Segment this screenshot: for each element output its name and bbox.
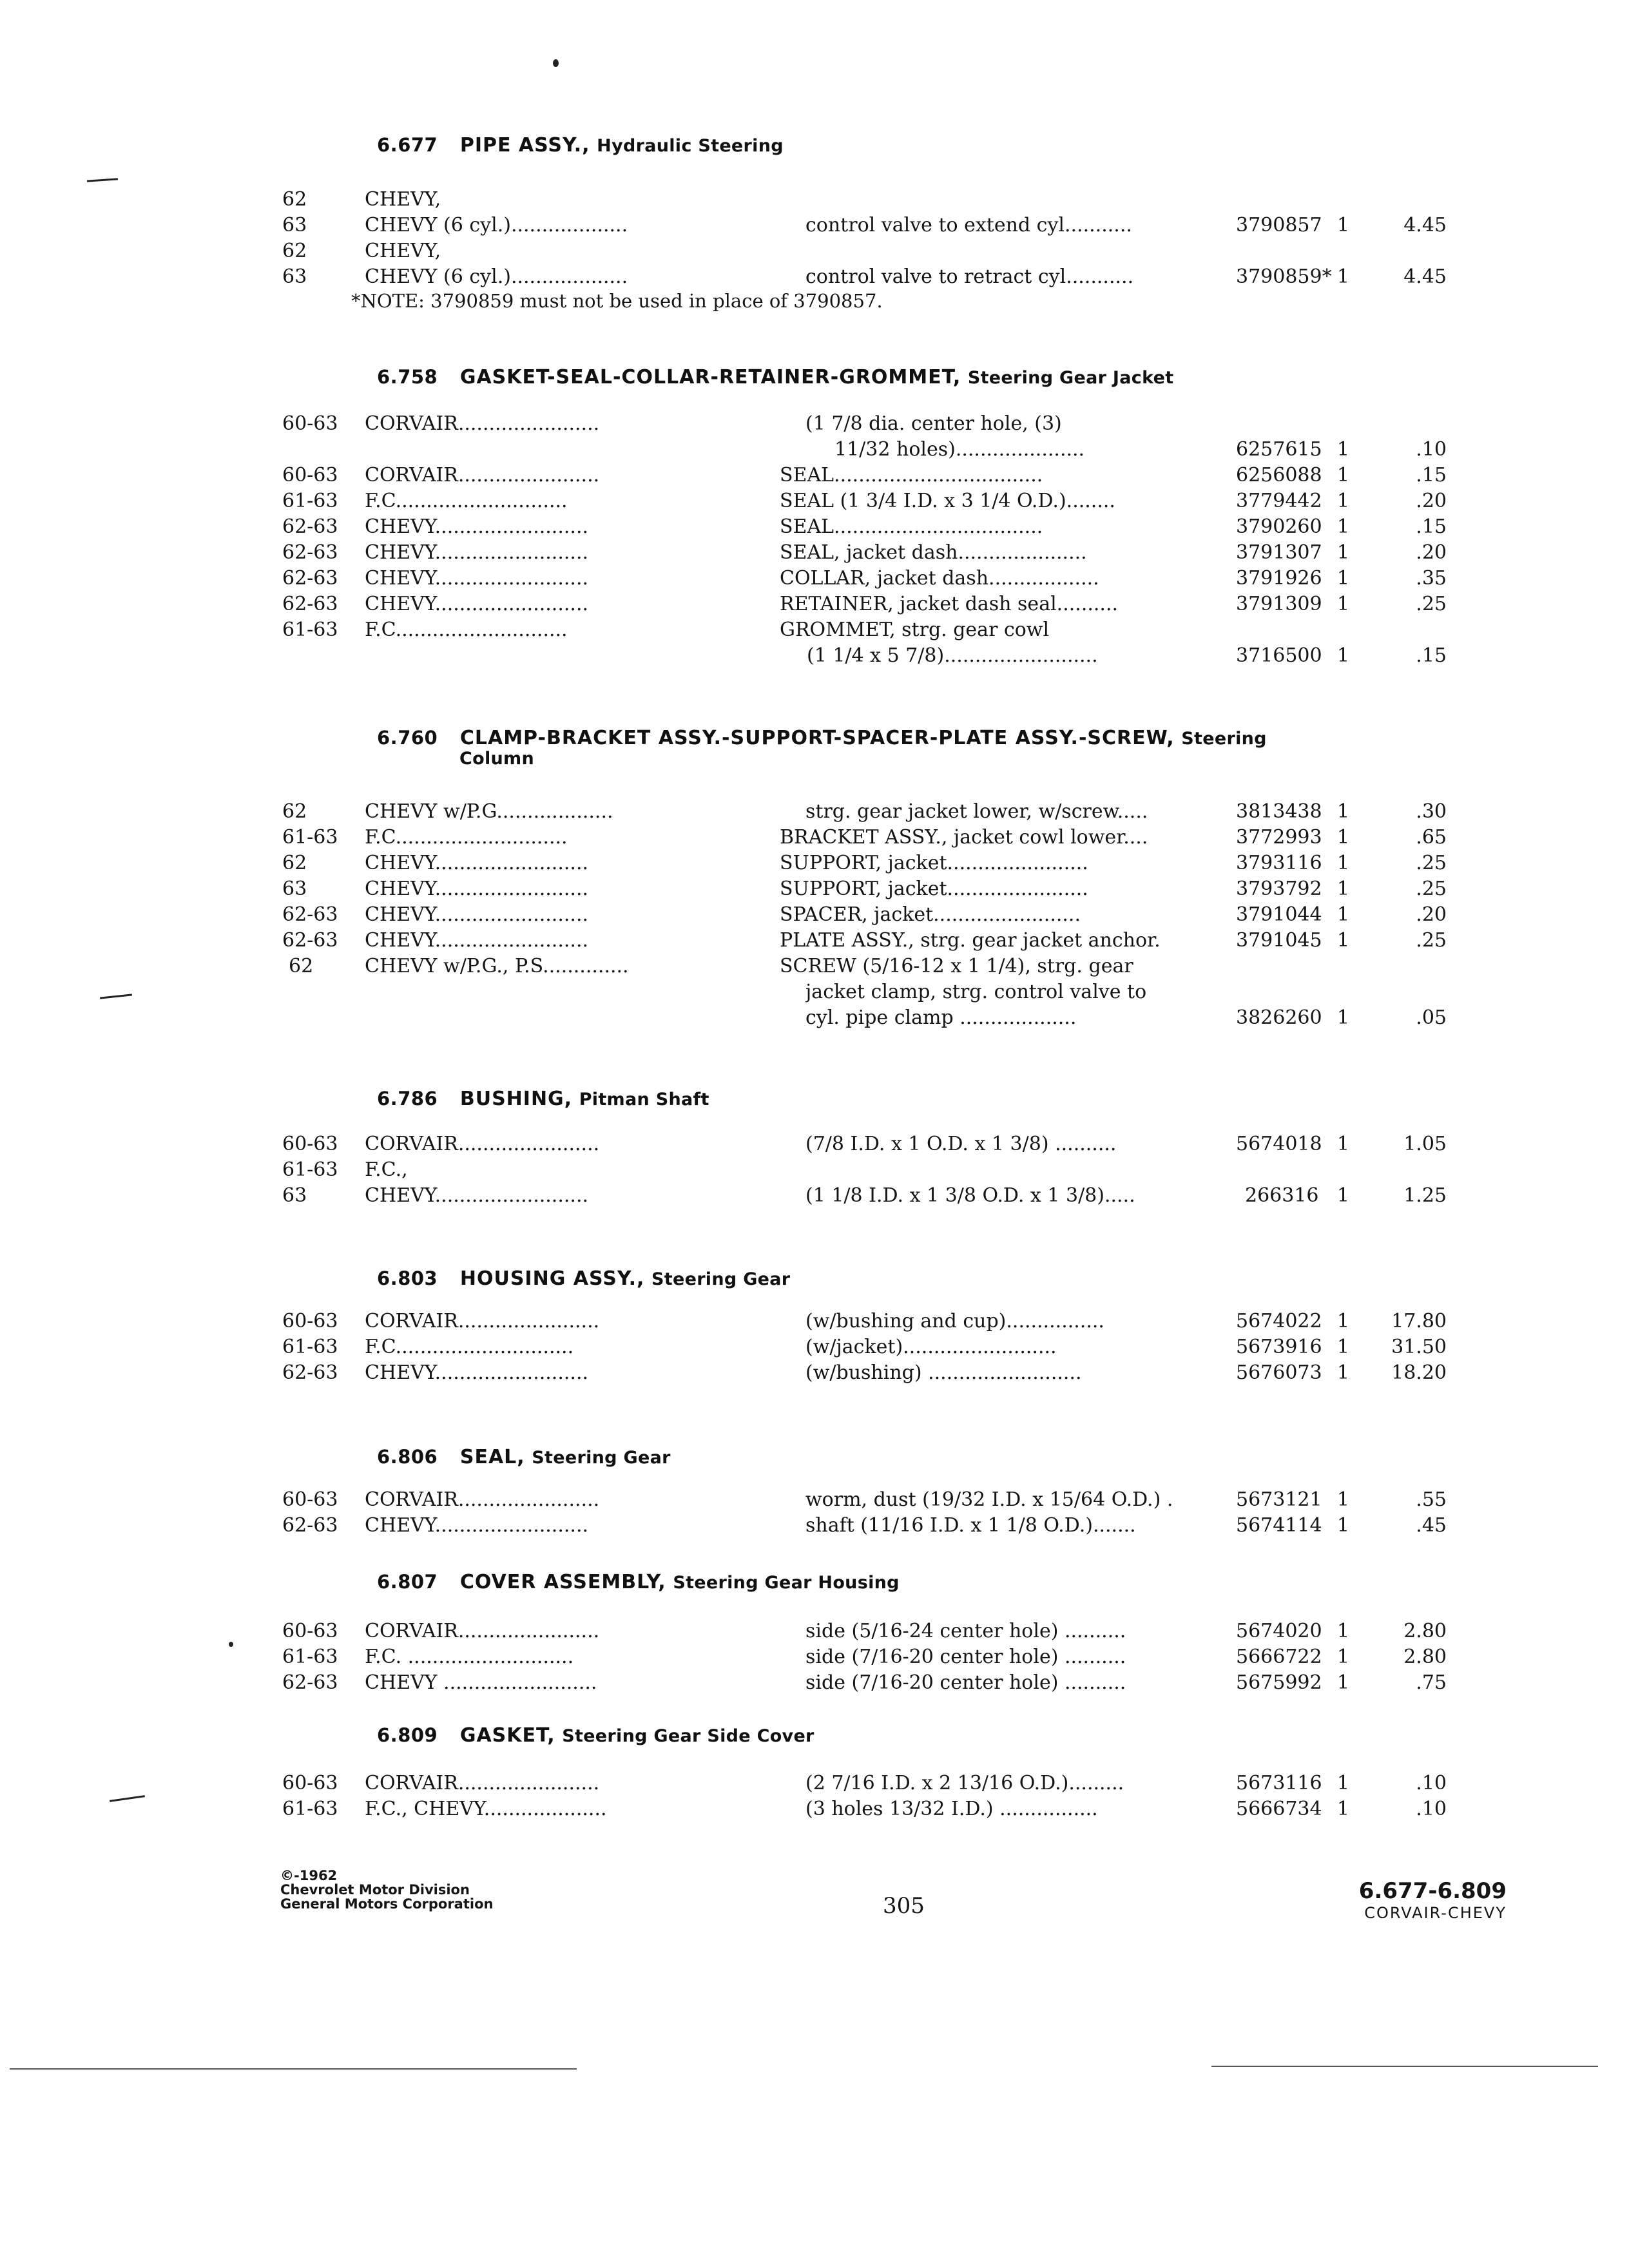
table-row: 61-63 F.C. ........................... side (7/16-20 center hole) .......... 5666722 1 2.80 [282, 1646, 1447, 1668]
table-row: 60-63 CORVAIR....................... side (5/16-24 center hole) .......... 5674020 1 2.80 [282, 1620, 1447, 1642]
footer-imprint [280, 1869, 493, 1911]
section-heading [377, 134, 784, 157]
section-subtitle: Steering Gear [651, 1269, 791, 1289]
section-title: COVER ASSEMBLY, [459, 1571, 666, 1593]
table-row: 62 CHEVY......................... SUPPORT, jacket....................... 3793116 1 .25 [282, 852, 1447, 874]
section-code: 6.677 [377, 134, 438, 156]
section-heading [377, 366, 1173, 389]
section-heading [377, 727, 1267, 769]
section-code: 6.807 [377, 1571, 438, 1593]
table-row: 61-63 F.C............................ SEAL (1 3/4 I.D. x 3 1/4 O.D.)........ 3779442 1 .20 [282, 490, 1447, 512]
section-title: SEAL, [459, 1446, 525, 1468]
table-row: 62-63 CHEVY ......................... side (7/16-20 center hole) .......... 5675992 1 .75 [282, 1671, 1447, 1694]
parts-table [0, 799, 1629, 1031]
table-row: 60-63 CORVAIR....................... worm, dust (19/32 I.D. x 15/64 O.D.) . 5673121 1 .55 [282, 1488, 1447, 1511]
section-title: GASKET, [459, 1724, 555, 1747]
section-code: 6.803 [377, 1267, 438, 1289]
section-heading [377, 1088, 709, 1110]
table-row: 60-63 CORVAIR....................... (2 7/16 I.D. x 2 13/16 O.D.)......... 5673116 1 .10 [282, 1772, 1447, 1794]
section-code: 6.806 [377, 1446, 438, 1468]
table-row: 60-63 CORVAIR....................... SEAL.................................. 6256088 1 .15 [282, 464, 1447, 486]
table-row: 63 CHEVY......................... (1 1/8 I.D. x 1 3/8 O.D. x 1 3/8)..... 266316 1 1.25 [282, 1184, 1447, 1207]
parts-table [0, 411, 1629, 669]
footer-index [1359, 1878, 1507, 1922]
table-row: 62 CHEVY, [282, 188, 441, 211]
table-row: 62 CHEVY, [282, 240, 441, 262]
section-title: PIPE ASSY., [459, 134, 590, 157]
bottom-rule-left [10, 2068, 577, 2070]
parts-table [0, 1309, 1629, 1386]
table-row: 60-63 CORVAIR....................... (7/8 I.D. x 1 O.D. x 1 3/8) .......... 5674018 1 1.05 [282, 1133, 1447, 1155]
table-row: 62-63 CHEVY......................... SPACER, jacket........................ 3791044 1 .20 [282, 903, 1447, 926]
corporation: General Motors Corporation [280, 1896, 494, 1912]
table-row: (1 1/4 x 5 7/8)......................... 3716500 1 .15 [807, 644, 1447, 667]
table-row: 62-63 CHEVY......................... SEAL.................................. 3790260 1 .15 [282, 515, 1447, 538]
section-heading [377, 1267, 790, 1290]
table-row: 62-63 CHEVY......................... shaft (11/16 I.D. x 1 1/8 O.D.)....... 5674114 1 .45 [282, 1514, 1447, 1537]
copyright: ©-1962 [280, 1868, 338, 1883]
section-range: 6.677-6.809 [1358, 1878, 1507, 1904]
table-row: 62-63 CHEVY......................... (w/bushing) ......................... 5676073 1 18.20 [282, 1361, 1447, 1384]
page-number: 305 [883, 1893, 925, 1919]
section-subtitle: Steering Gear [532, 1448, 671, 1468]
section-subtitle: Steering Gear Side Cover [562, 1726, 815, 1746]
section-title: GASKET-SEAL-COLLAR-RETAINER-GROMMET, [459, 366, 961, 389]
parts-table [0, 1131, 1629, 1209]
table-row: 63 CHEVY (6 cyl.)................... control valve to retract cyl........... 3790859* 1 4.45 [282, 265, 1447, 288]
parts-table [0, 1487, 1629, 1539]
table-row: 60-63 CORVAIR....................... (1 7/8 dia. center hole, (3) [282, 412, 1062, 435]
section-heading [377, 1571, 900, 1593]
section-note: *NOTE: 3790859 must not be used in place of 3790857. [351, 290, 883, 312]
section-title: BUSHING, [459, 1088, 573, 1110]
table-row: 61-63 F.C............................ GROMMET, strg. gear cowl [282, 619, 1050, 641]
table-row: 62 CHEVY w/P.G................... strg. gear jacket lower, w/screw..... 3813438 1 .30 [282, 800, 1447, 823]
table-row: 62 CHEVY w/P.G., P.S.............. SCREW (5/16-12 x 1 1/4), strg. gear [289, 955, 1133, 977]
section-code: 6.758 [377, 366, 438, 388]
table-row: 62-63 CHEVY......................... COLLAR, jacket dash.................. 3791926 1 .35 [282, 567, 1447, 590]
table-row: 62-63 CHEVY......................... SEAL, jacket dash..................... 3791307 1 .20 [282, 541, 1447, 564]
section-title: HOUSING ASSY., [459, 1267, 645, 1290]
section-subtitle: Hydraulic Steering [597, 136, 784, 156]
section-subtitle: Steering Gear Jacket [967, 368, 1174, 388]
table-row: 61-63 F.C., CHEVY.................... (3 holes 13/32 I.D.) ................ 5666734 1 .10 [282, 1798, 1447, 1820]
table-row: 61-63 F.C., [282, 1158, 408, 1181]
margin-dash [87, 178, 118, 182]
table-row: cyl. pipe clamp ................... 3826260 1 .05 [805, 1006, 1447, 1029]
table-row: 63 CHEVY......................... SUPPORT, jacket....................... 3793792 1 .25 [282, 878, 1447, 900]
division: Chevrolet Motor Division [280, 1882, 470, 1898]
section-code: 6.809 [377, 1724, 438, 1746]
table-row: 11/32 holes)..................... 6257615 1 .10 [834, 438, 1447, 461]
bottom-rule-right [1211, 2066, 1598, 2067]
table-row: 62-63 CHEVY......................... RETAINER, jacket dash seal.......... 3791309 1 .25 [282, 593, 1447, 615]
parts-table [0, 187, 1629, 290]
table-row: 63 CHEVY (6 cyl.)................... control valve to extend cyl........... 3790857 1 4.45 [282, 214, 1447, 236]
parts-table [0, 1619, 1629, 1696]
model-line: CORVAIR-CHEVY [1364, 1904, 1507, 1922]
section-subtitle: Steering [1181, 729, 1267, 749]
table-row: 62-63 CHEVY......................... PLATE ASSY., strg. gear jacket anchor. 3791045 1 .25 [282, 929, 1447, 952]
section-subtitle: Steering Gear Housing [673, 1573, 900, 1593]
table-row: 61-63 F.C............................ BRACKET ASSY., jacket cowl lower.... 3772993 1 .65 [282, 826, 1447, 849]
section-code: 6.760 [377, 727, 438, 749]
section-subtitle-continued: Column [459, 749, 534, 769]
section-code: 6.786 [377, 1088, 438, 1110]
section-subtitle: Pitman Shaft [579, 1090, 709, 1110]
section-heading [377, 1446, 671, 1468]
section-title: CLAMP-BRACKET ASSY.-SUPPORT-SPACER-PLATE ASSY.-SCREW, [459, 727, 1175, 749]
table-row: 61-63 F.C............................. (w/jacket)......................... 5673916 1 31.50 [282, 1336, 1447, 1358]
section-heading [377, 1724, 815, 1747]
parts-table [0, 1771, 1629, 1822]
table-row: jacket clamp, strg. control valve to [805, 981, 1147, 1003]
table-row: 60-63 CORVAIR....................... (w/bushing and cup)................ 5674022 1 17.80 [282, 1310, 1447, 1332]
scan-dot [553, 59, 559, 67]
